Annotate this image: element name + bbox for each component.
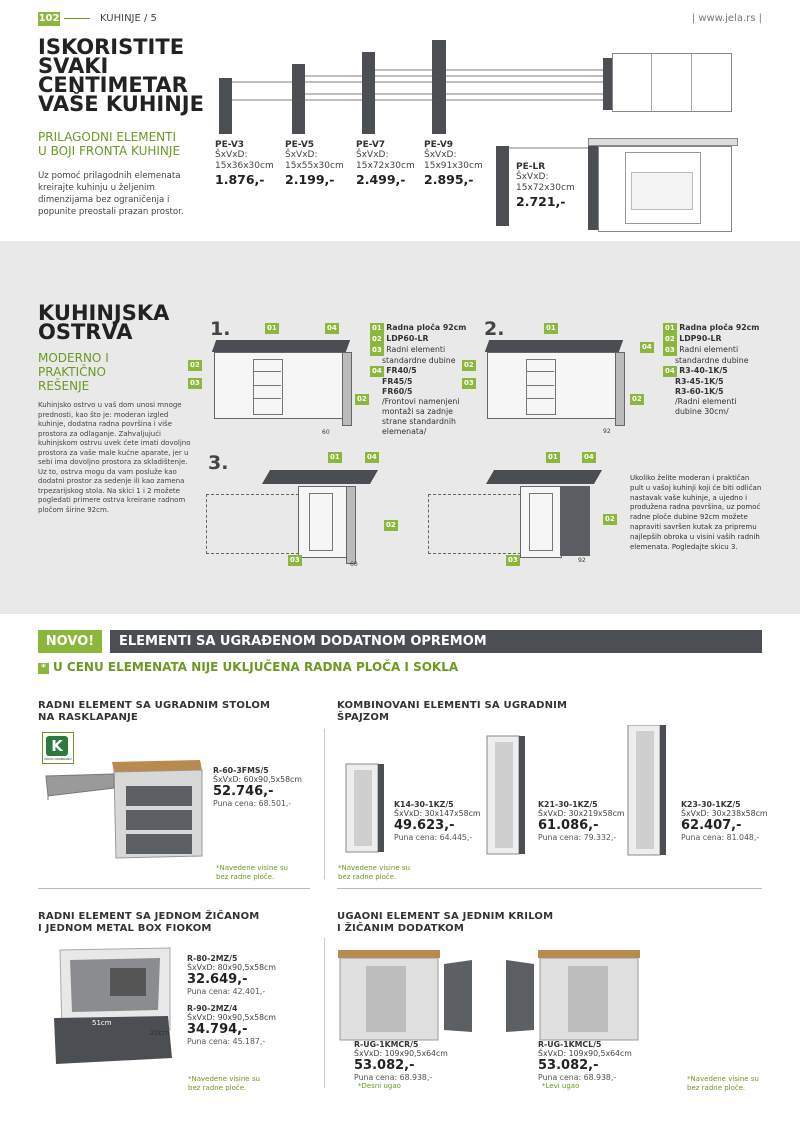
product-full-price: Puna cena: 68.501,-: [213, 799, 292, 808]
footnote-line: bez radne ploče.: [687, 1084, 746, 1092]
sketch3b-cabinet: [520, 486, 562, 558]
footnote-line: bez radne ploče.: [188, 1084, 247, 1092]
legend-text: strane standardnih: [382, 417, 456, 426]
sketch2-depth: 92: [603, 428, 611, 435]
text-line: Kuhinjsko ostrvo u vaš dom unosi mnoge: [38, 401, 182, 409]
legend-row: [663, 334, 759, 345]
sketch1-tag-04: 04: [327, 324, 337, 332]
legend-row: [370, 366, 466, 377]
product-price: 49.623,-: [394, 818, 455, 833]
product-price: 32.649,-: [187, 972, 248, 987]
footnote-line: *Navedene visine su: [687, 1075, 759, 1083]
panel-dims: 15x72x30cm: [516, 183, 575, 193]
text-line: prednosti, kao što je: moderan izgled: [38, 410, 169, 419]
text-line: kuhinjskom ostrvu uvek ćete imati dovoljno: [38, 439, 191, 447]
panel-price: 2.721,-: [516, 194, 566, 209]
note-line: najlepših obroka u visini vaših radnih: [630, 532, 760, 541]
product-full-price: Puna cena: 68.938,-: [354, 1073, 433, 1082]
text-line: dimenzijama bez ograničenja i: [38, 195, 170, 205]
vertical-divider: [324, 938, 325, 1088]
sketch2-worktop: [485, 340, 623, 352]
title-line: CENTIMETAR: [38, 73, 188, 97]
legend-text: LDP90-LR: [679, 334, 722, 343]
divider: [337, 888, 762, 889]
text-line: pločom širine 92cm.: [38, 505, 110, 514]
panel-pe-v5: [285, 140, 344, 187]
table-element-image: [40, 752, 210, 862]
sketch2-side: [615, 352, 625, 426]
text-line: Uz to, ostrva mogu da vam posluže kao: [38, 467, 177, 476]
panel-code: PE-LR: [516, 162, 546, 172]
wire-element-image: [40, 940, 180, 1070]
footnote: [338, 864, 410, 882]
intro-title: [38, 35, 204, 116]
corner-left-image: [502, 946, 642, 1044]
sketch1-legend: [370, 323, 466, 437]
sketch3a-tag-04: 04: [367, 453, 377, 461]
legend-text: Radna ploča 92cm: [679, 323, 760, 332]
product-price: 53.082,-: [538, 1058, 599, 1073]
title-line: SVAKI: [38, 54, 109, 78]
sketch2-tag-04: 04: [642, 343, 652, 351]
pantry-k23-image: [622, 725, 672, 856]
panel-pe-lr: [516, 162, 575, 209]
island-text: [38, 401, 191, 515]
product-code: R-60-3FMS/5: [213, 766, 269, 775]
sketch2-tag-01: 01: [546, 324, 556, 332]
legend-text: /Radni elementi: [675, 397, 737, 406]
product-spec: ŠxVxD: 80x90,5x58cm: [187, 963, 276, 972]
sketch2-tag-02b: 02: [632, 395, 642, 403]
subtitle-line: PRAKTIČNO: [38, 365, 106, 379]
sketch3b-back-panel: [560, 486, 590, 556]
footnote-line: bez radne ploče.: [216, 873, 275, 881]
legend-text: standardne dubine: [382, 356, 456, 365]
legend-tag: 04: [665, 367, 675, 375]
table-element-title: [38, 700, 270, 724]
subtitle-line: U BOJI FRONTA KUHINJE: [38, 144, 181, 158]
title-line: ŠPAJZOM: [337, 712, 390, 723]
subtitle-line: PRILAGODNI ELEMENTI: [38, 130, 177, 144]
note-line: pult u vašoj kuhinji koji će biti odličan: [630, 483, 762, 492]
legend-tag: 03: [665, 346, 675, 354]
footnote-line: *Navedene visine su: [216, 864, 288, 872]
panel-code: PE-V7: [356, 140, 386, 150]
text-line: prostora za odlaganje. Zahvaljujući: [38, 429, 161, 438]
text-line: pogledati primere ostrva kreirane radnom: [38, 496, 186, 504]
panel-price: 1.876,-: [215, 172, 265, 187]
panel-dims: 15x72x30cm: [356, 161, 415, 171]
title-line: UGAONI ELEMENT SA JEDNIM KRILOM: [337, 911, 554, 922]
product-r-ug-1kmcl: [538, 1040, 632, 1091]
panel-spec-label: ŠxVxD:: [285, 150, 318, 160]
page-number: 102: [38, 13, 60, 24]
panel-spec-label: ŠxVxD:: [215, 150, 248, 160]
k-logo-icon: K: [46, 736, 68, 756]
product-code: R-UG-1KMCL/5: [538, 1040, 602, 1049]
legend-row: [663, 345, 759, 356]
wall-cabinet-image: [612, 53, 732, 112]
sketch1-side: [342, 352, 352, 426]
legend-text: /Frontovi namenjeni: [382, 397, 460, 406]
panel-code: PE-V9: [424, 140, 454, 150]
sketch1-depth: 60: [322, 429, 330, 436]
panel-spec-label: ŠxVxD:: [424, 150, 457, 160]
legend-text: montaži sa zadnje: [382, 407, 453, 416]
legend-text: Radna ploča 92cm: [386, 323, 467, 332]
subtitle-line: MODERNO I: [38, 351, 109, 365]
note-line: produžena radna površina, uz pomoć: [630, 503, 761, 512]
title-line: VAŠE KUHINJE: [38, 92, 204, 116]
sketch-number-3: 3.: [208, 452, 229, 474]
header-divider: [64, 18, 90, 19]
sketch2-cabinet: [487, 352, 617, 419]
sketch3a-existing-cabinets: [206, 494, 304, 554]
product-spec: ŠxVxD: 109x90,5x64cm: [538, 1049, 632, 1058]
footnote: [216, 864, 288, 882]
pe-lr-guide-lines: [505, 140, 595, 152]
worktop-image: [588, 138, 738, 146]
product-r-ug-1kmcr: [354, 1040, 448, 1091]
title-line: RADNI ELEMENT SA UGRADNIM STOLOM: [38, 700, 271, 711]
sketch2-tag-02: 02: [464, 361, 474, 369]
panel-price: 2.199,-: [285, 172, 335, 187]
note-line: Ukoliko želite moderan i praktičan: [630, 474, 750, 482]
product-full-price: Puna cena: 68.938,-: [538, 1073, 617, 1082]
subtitle-line: REŠENJE: [38, 379, 90, 393]
text-line: trpezarijskog stola. Na skici 1 i 2 možete: [38, 486, 180, 495]
sketch3a-depth: 60: [350, 561, 358, 568]
product-full-price: Puna cena: 64.445,-: [394, 833, 473, 842]
legend-row: [370, 334, 466, 345]
product-full-price: Puna cena: 45.187,-: [187, 1037, 266, 1046]
vertical-divider: [324, 729, 325, 879]
title-line: NA RASKLAPANJE: [38, 712, 138, 723]
product-spec: ŠxVxD: 30x238x58cm: [681, 809, 768, 818]
sketch1-tag-02b: 02: [357, 395, 367, 403]
panel-pe-v3: [215, 140, 274, 187]
legend-text: FR60/5: [382, 387, 413, 396]
sketch3a-tag-03: 03: [290, 556, 300, 564]
legend-tag: 02: [372, 335, 382, 343]
footnote-line: bez radne ploče.: [338, 873, 397, 881]
pantry-k21-image: [481, 734, 531, 856]
sketch1-tag-01: 01: [267, 324, 277, 332]
text-line: kuhinje, dodatna radna površina i više: [38, 420, 173, 428]
island-subtitle: [38, 351, 109, 393]
novo-badge: NOVO!: [38, 630, 102, 653]
legend-tag: 01: [372, 324, 382, 332]
title-line: RADNI ELEMENT SA JEDNOM ŽIČANOM: [38, 911, 260, 922]
base-side-panel: [588, 146, 598, 230]
legend-row: [663, 323, 759, 334]
text-line: prostora za vaše male kućne aparate, jer u: [38, 448, 189, 457]
footnote-line: *Navedene visine su: [188, 1075, 260, 1083]
legend-row: [370, 345, 466, 356]
legend-text: FR40/5: [386, 366, 417, 375]
divider: [38, 888, 310, 889]
footnote: [188, 1075, 260, 1093]
text-line: Uz pomoć prilagodnih elemenata: [38, 171, 181, 181]
sketch3a-side: [346, 486, 356, 564]
badge-text: NOVO ODABRANO: [44, 757, 72, 761]
corner-element-title: [337, 911, 553, 935]
asterisk-icon: *: [38, 663, 49, 674]
legend-text: standardne dubine: [675, 356, 749, 365]
title-line: ISKORISTITE: [38, 35, 185, 59]
sketch3b-tag-03: 03: [508, 556, 518, 564]
sketch3b-worktop: [486, 470, 602, 484]
product-price: 53.082,-: [354, 1058, 415, 1073]
product-code: R-90-2MZ/4: [187, 1004, 238, 1013]
legend-tag: 02: [665, 335, 675, 343]
product-price: 62.407,-: [681, 818, 742, 833]
sketch3a-tag-02: 02: [386, 521, 396, 529]
panel-dims: 15x55x30cm: [285, 161, 344, 171]
panel-guide-lines: [230, 60, 610, 110]
product-k21: [538, 800, 624, 842]
sketch3b-depth: 92: [578, 557, 586, 564]
sketch3-note: [630, 474, 761, 552]
sketch3a-worktop: [262, 470, 378, 484]
footnote: [687, 1075, 759, 1093]
pantry-title: [337, 700, 567, 724]
sketch2-legend: [663, 323, 759, 417]
legend-tag: 01: [665, 324, 675, 332]
novo-banner: ELEMENTI SA UGRAĐENOM DODATNOM OPREMOM: [110, 630, 762, 653]
price-note-text: U CENU ELEMENATA NIJE UKLJUČENA RADNA PLOČA I SOKLA: [53, 660, 459, 674]
wire-element-title: [38, 911, 259, 935]
footnote-line: *Navedene visine su: [338, 864, 410, 872]
product-price: 52.746,-: [213, 784, 274, 799]
note-line: nastavak vaše kuhinje, a ujedno i: [630, 493, 748, 502]
legend-text: elemenata/: [382, 427, 427, 436]
product-price: 61.086,-: [538, 818, 599, 833]
sketch-number-2: 2.: [484, 318, 505, 340]
panel-dims: 15x91x30cm: [424, 161, 483, 171]
legend-row: [370, 323, 466, 334]
panel-dims: 15x36x30cm: [215, 161, 274, 171]
legend-text: R3-40-1K/5: [679, 366, 728, 375]
intro-text: [38, 170, 184, 218]
title-line: KOMBINOVANI ELEMENTI SA UGRADNIM: [337, 700, 568, 711]
title-line: OSTRVA: [38, 320, 133, 344]
legend-text: Radni elementi: [386, 345, 446, 354]
product-k23: [681, 800, 767, 842]
title-line: I JEDNOM METAL BOX FIOKOM: [38, 923, 212, 934]
legend-text: Radni elementi: [679, 345, 739, 354]
text-line: dodatni prostor za sedenje ili kao zamena: [38, 477, 185, 485]
product-r-60-3fms: [213, 766, 302, 808]
sketch1-cabinet: [214, 352, 344, 419]
island-title: [38, 301, 170, 344]
intro-subtitle: [38, 130, 180, 158]
website-link[interactable]: | www.jela.rs |: [691, 13, 762, 24]
sketch-number-1: 1.: [210, 318, 231, 340]
legend-text: LDP60-LR: [386, 334, 429, 343]
product-spec: ŠxVxD: 30x147x58cm: [394, 809, 481, 818]
sketch3b-tag-02: 02: [605, 515, 615, 523]
legend-text: FR45/5: [382, 377, 413, 386]
base-cabinet-image: [598, 146, 732, 232]
legend-text: dubine 30cm/: [675, 407, 729, 416]
price-note: [38, 660, 458, 674]
text-line: kreirajte kuhinju u željenim: [38, 183, 155, 193]
legend-tag: 03: [372, 346, 382, 354]
product-code: K14-30-1KZ/5: [394, 800, 454, 809]
text-line: sebi ima dovoljno prostora za skladištenje.: [38, 458, 188, 466]
wire-dim-width: 51cm: [92, 1019, 112, 1027]
product-r-90-2mz: [187, 1004, 276, 1046]
legend-tag: 04: [372, 367, 382, 375]
wire-dim-height: 20cm: [150, 1029, 170, 1037]
panel-pe-lr-image: [496, 146, 509, 226]
panel-pe-v9: [424, 140, 483, 187]
panel-spec-label: ŠxVxD:: [356, 150, 389, 160]
text-line: popunite preostali prazan prostor.: [38, 207, 184, 217]
sketch3b-tag-01: 01: [548, 453, 558, 461]
product-full-price: Puna cena: 42.401,-: [187, 987, 266, 996]
product-code: R-UG-1KMCR/5: [354, 1040, 419, 1049]
panel-pe-v7: [356, 140, 415, 187]
sketch3b-tag-04: 04: [584, 453, 594, 461]
legend-text: R3-45-1K/5: [675, 377, 724, 386]
note-line: napraviti savršen kutak za pripremu: [630, 522, 757, 531]
product-spec: ŠxVxD: 30x219x58cm: [538, 809, 625, 818]
product-spec: ŠxVxD: 60x90,5x58cm: [213, 775, 302, 784]
legend-text: R3-60-1K/5: [675, 387, 724, 396]
panel-code: PE-V5: [285, 140, 315, 150]
sketch3b-existing-cabinets: [428, 494, 526, 554]
sketch2-tag-03: 03: [464, 379, 474, 387]
product-r-80-2mz: [187, 954, 276, 996]
title-line: I ŽIČANIM DODATKOM: [337, 923, 465, 934]
product-code: R-80-2MZ/5: [187, 954, 238, 963]
product-price: 34.794,-: [187, 1022, 248, 1037]
note-line: radne ploče dubine 92cm možete: [630, 513, 748, 522]
panel-price: 2.499,-: [356, 172, 406, 187]
panel-spec-label: ŠxVxD:: [516, 172, 549, 182]
product-code: K21-30-1KZ/5: [538, 800, 598, 809]
title-line: KUHINJSKA: [38, 301, 170, 325]
panel-price: 2.895,-: [424, 172, 474, 187]
section-label: KUHINJE / 5: [100, 13, 157, 24]
sketch1-tag-02: 02: [190, 361, 200, 369]
sketch3a-tag-01: 01: [330, 453, 340, 461]
product-full-price: Puna cena: 81.048,-: [681, 833, 760, 842]
product-spec: ŠxVxD: 90x90,5x58cm: [187, 1013, 276, 1022]
legend-row: [663, 366, 759, 377]
panel-code: PE-V3: [215, 140, 245, 150]
product-k14: [394, 800, 480, 842]
pantry-k14-image: [340, 760, 390, 856]
sketch1-tag-03: 03: [190, 379, 200, 387]
note-line: elemenata. Pogledajte skicu 3.: [630, 542, 738, 551]
corner-side-note: *Levi ugao: [542, 1082, 580, 1090]
corner-side-note: *Desni ugao: [358, 1082, 401, 1090]
product-code: K23-30-1KZ/5: [681, 800, 741, 809]
product-spec: ŠxVxD: 109x90,5x64cm: [354, 1049, 448, 1058]
product-full-price: Puna cena: 79.332,-: [538, 833, 617, 842]
sketch1-worktop: [212, 340, 350, 352]
corner-right-image: [336, 946, 476, 1044]
sketch3a-cabinet: [298, 486, 348, 558]
